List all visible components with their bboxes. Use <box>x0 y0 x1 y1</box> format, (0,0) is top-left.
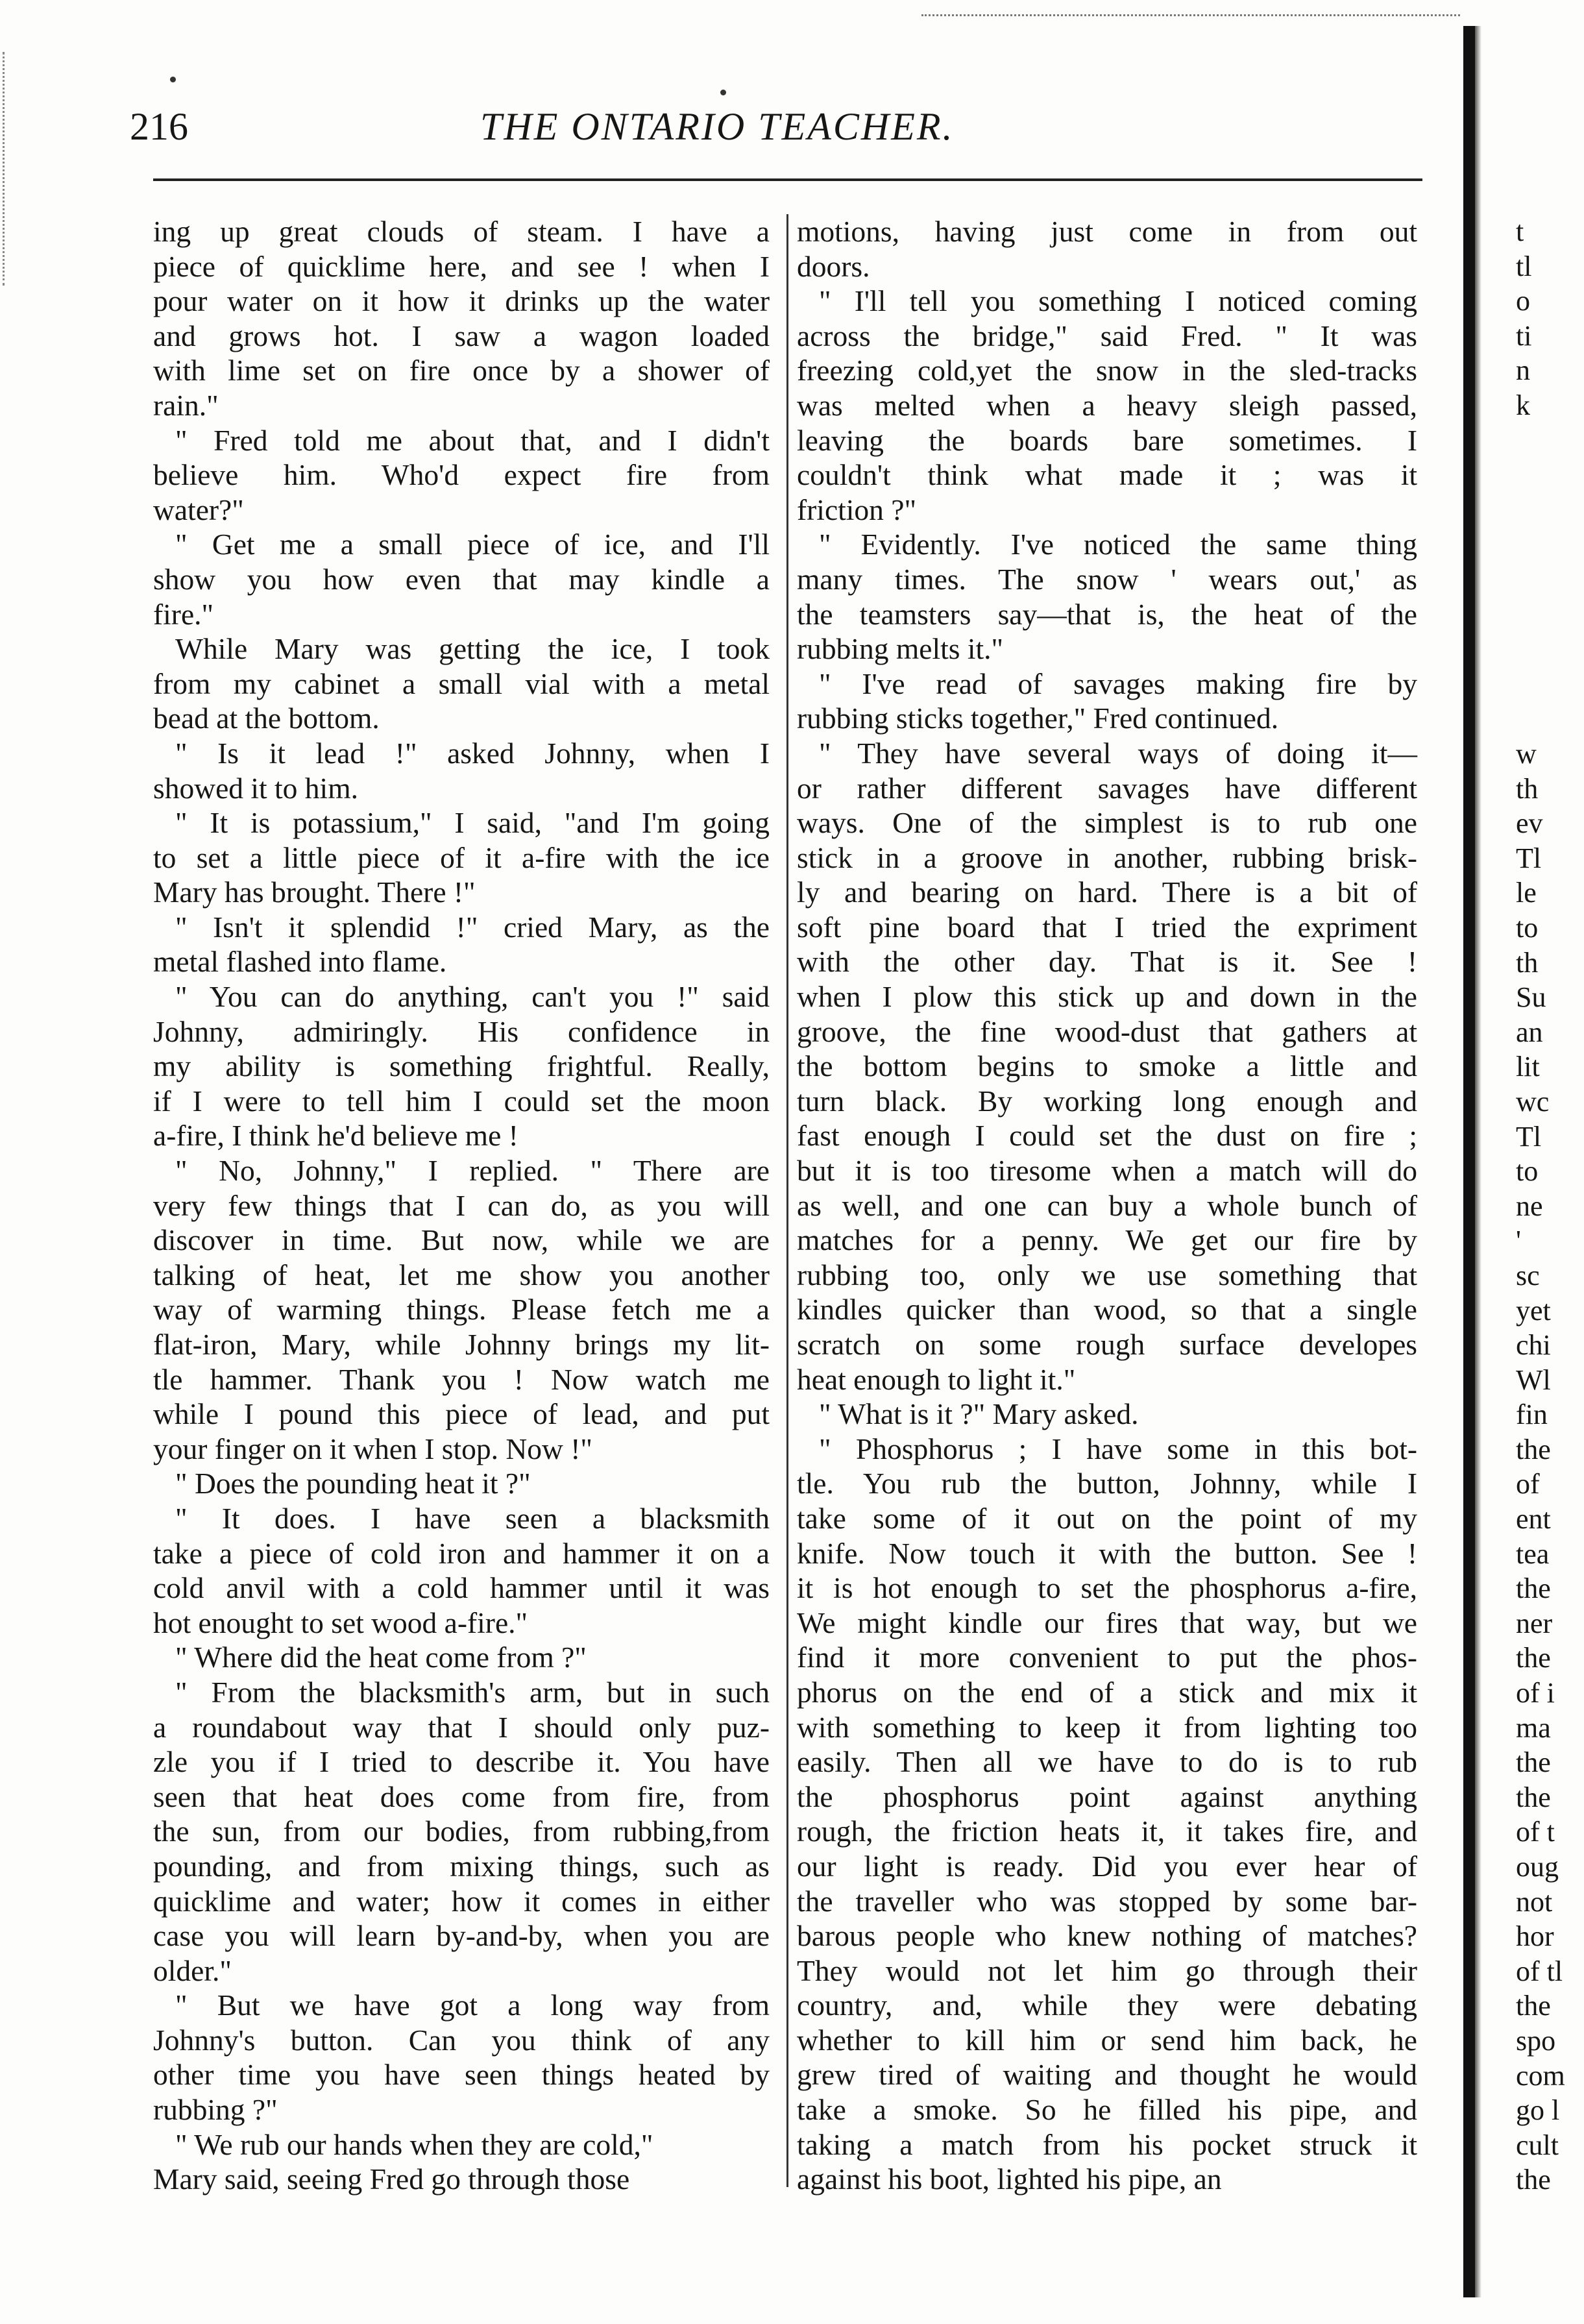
text-line: take some of it out on the point of my <box>797 1501 1417 1535</box>
text-line: or rather different savages have different <box>797 771 1417 805</box>
text-line: ent <box>1516 1503 1551 1535</box>
text-line: way of warming things. Please fetch me a <box>153 1293 770 1327</box>
middle-text-column <box>797 214 1417 2197</box>
text-line: ma <box>1516 1711 1551 1744</box>
text-line: but it is too tiresome when a match will do <box>797 1154 1417 1188</box>
text-line: when I plow this stick up and down in the <box>797 980 1417 1014</box>
text-line: n <box>1516 354 1530 387</box>
text-line: your finger on it when I stop. Now !" <box>153 1432 592 1465</box>
text-line: other time you have seen things heated by <box>153 2058 770 2092</box>
text-line: Mary said, seeing Fred go through those <box>153 2162 630 2196</box>
text-line: groove, the fine wood-dust that gathers at <box>797 1014 1417 1048</box>
text-line: sc <box>1516 1259 1540 1291</box>
text-line: our light is ready. Did you ever hear of <box>797 1849 1417 1883</box>
text-line: " We rub our hands when they are cold," <box>175 2127 653 2161</box>
text-line: was melted when a heavy sleigh passed, <box>797 388 1417 422</box>
text-line: with the other day. That is it. See ! <box>797 945 1417 979</box>
text-line: pounding, and from mixing things, such as <box>153 1849 770 1883</box>
text-line: ne <box>1516 1190 1543 1222</box>
text-line: flat-iron, Mary, while Johnny brings my lit- <box>153 1328 770 1361</box>
text-line: scratch on some rough surface developes <box>797 1328 1417 1361</box>
text-line: Johnny, admiringly. His confidence in <box>153 1014 770 1048</box>
text-line: to <box>1516 1155 1539 1188</box>
text-line: " It is potassium," I said, "and I'm going <box>175 806 770 840</box>
text-line: com <box>1516 2059 1565 2092</box>
text-line: phorus on the end of a stick and mix it <box>797 1675 1417 1709</box>
text-line: ev <box>1516 807 1543 840</box>
text-line: wc <box>1516 1085 1550 1118</box>
text-line: soft pine board that I tried the expriment <box>797 910 1417 944</box>
text-line: the bottom begins to smoke a little and <box>797 1049 1417 1083</box>
left-page-edge <box>3 52 6 286</box>
text-line: as well, and one can buy a whole bunch of <box>797 1188 1417 1222</box>
text-line: rubbing sticks together," Fred continued. <box>797 702 1279 735</box>
column-divider <box>786 214 788 2187</box>
text-line: " From the blacksmith's arm, but in such <box>175 1675 770 1709</box>
binding-shadow <box>1475 26 1481 2297</box>
text-line: country, and, while they were debating <box>797 1988 1417 2022</box>
text-line: " Does the pounding heat it ?" <box>175 1467 531 1500</box>
text-line: ly and bearing on hard. There is a bit of <box>797 875 1417 909</box>
text-line: pour water on it how it drinks up the water <box>153 284 770 318</box>
text-line: older." <box>153 1953 232 1987</box>
text-line: motions, having just come in from out <box>797 215 1417 248</box>
left-text-column <box>153 214 770 2197</box>
text-line: rubbing ?" <box>153 2093 278 2127</box>
text-line: rough, the friction heats it, it takes fire, and <box>797 1815 1417 1848</box>
text-line: cult <box>1516 2129 1559 2161</box>
text-line: the <box>1516 1746 1551 1779</box>
text-line: the <box>1516 1990 1551 2022</box>
print-speck <box>720 90 726 95</box>
text-line: believe him. Who'd expect fire from <box>153 458 770 492</box>
text-line: Mary has brought. There !" <box>153 875 476 909</box>
text-line: the <box>1516 1572 1551 1605</box>
text-line: chi <box>1516 1329 1551 1362</box>
text-line: a-fire, I think he'd believe me ! <box>153 1119 518 1153</box>
text-line: ti <box>1516 319 1532 352</box>
text-line: oug <box>1516 1851 1559 1883</box>
text-line: They would not let him go through their <box>797 1953 1417 1987</box>
text-line: seen that heat does come from fire, from <box>153 1780 770 1813</box>
text-line: " I've read of savages making fire by <box>819 667 1417 700</box>
text-line: " They have several ways of doing it— <box>819 736 1417 770</box>
text-line: Su <box>1516 981 1546 1014</box>
text-line: rubbing melts it." <box>797 632 1004 666</box>
text-line: k <box>1516 389 1530 421</box>
text-line: Johnny's button. Can you think of any <box>153 2023 770 2057</box>
text-line: the <box>1516 1781 1551 1813</box>
text-line: the <box>1516 1433 1551 1465</box>
page-number: 216 <box>130 105 188 148</box>
text-line: barous people who knew nothing of matches? <box>797 1919 1417 1953</box>
text-line: ing up great clouds of steam. I have a <box>153 215 770 248</box>
text-line: w <box>1516 738 1537 770</box>
text-line: " What is it ?" Mary asked. <box>819 1397 1139 1431</box>
text-line: matches for a penny. We get our fire by <box>797 1223 1417 1257</box>
text-line: friction ?" <box>797 493 917 526</box>
text-line: " No, Johnny," I replied. " There are <box>175 1154 770 1188</box>
text-line: the phosphorus point against anything <box>797 1780 1417 1813</box>
print-speck <box>170 77 176 82</box>
text-line: t <box>1516 215 1524 247</box>
text-line: We might kindle our fires that way, but we <box>797 1606 1417 1639</box>
text-line: an <box>1516 1016 1543 1048</box>
text-line: of tl <box>1516 1955 1563 1987</box>
text-line: find it more convenient to put the phos- <box>797 1641 1417 1674</box>
text-line: grew tired of waiting and thought he would <box>797 2058 1417 2092</box>
text-line: " But we have got a long way from <box>175 1988 770 2022</box>
text-line: whether to kill him or send him back, he <box>797 2023 1417 2057</box>
text-line: a roundabout way that I should only puz- <box>153 1710 770 1744</box>
text-line: " Phosphorus ; I have some in this bot- <box>819 1432 1417 1465</box>
text-line: fin <box>1516 1399 1548 1431</box>
text-line: th <box>1516 772 1539 805</box>
text-line: le <box>1516 877 1537 909</box>
text-line: showed it to him. <box>153 771 358 805</box>
header-rule <box>153 178 1422 181</box>
text-line: kindles quicker than wood, so that a single <box>797 1293 1417 1327</box>
text-line: taking a match from his pocket struck it <box>797 2127 1417 2161</box>
text-line: the traveller who was stopped by some bar- <box>797 1884 1417 1918</box>
text-line: and grows hot. I saw a wagon loaded <box>153 319 770 352</box>
text-line: heat enough to light it." <box>797 1362 1076 1396</box>
facing-page-fragment-bottom <box>1516 737 1574 2197</box>
text-line: " I'll tell you something I noticed coming <box>819 284 1417 318</box>
text-line: from my cabinet a small vial with a metal <box>153 667 770 700</box>
text-line: " It does. I have seen a blacksmith <box>175 1501 770 1535</box>
text-line: Wl <box>1516 1364 1551 1396</box>
text-line: leaving the boards bare sometimes. I <box>797 423 1417 457</box>
text-line: " Is it lead !" asked Johnny, when I <box>175 736 770 770</box>
text-line: take a smoke. So he filled his pipe, and <box>797 2093 1417 2127</box>
text-line: against his boot, lighted his pipe, an <box>797 2162 1222 2196</box>
text-line: " Isn't it splendid !" cried Mary, as the <box>175 910 770 944</box>
text-line: fast enough I could set the dust on fire ; <box>797 1119 1417 1153</box>
text-line: rubbing too, only we use something that <box>797 1258 1417 1291</box>
text-line: yet <box>1516 1294 1551 1327</box>
text-line: lit <box>1516 1051 1540 1083</box>
text-line: stick in a groove in another, rubbing brisk- <box>797 840 1417 874</box>
text-line: easily. Then all we have to do is to rub <box>797 1745 1417 1779</box>
text-line: Tl <box>1516 842 1542 874</box>
text-line: many times. The snow ' wears out,' as <box>797 562 1417 596</box>
text-line: if I were to tell him I could set the moon <box>153 1084 770 1118</box>
text-line: ' <box>1516 1225 1521 1257</box>
facing-page-fragment-top <box>1516 214 1574 423</box>
text-line: couldn't think what made it ; was it <box>797 458 1417 492</box>
text-line: fire." <box>153 597 214 631</box>
text-line: take a piece of cold iron and hammer it on a <box>153 1536 770 1570</box>
text-line: hor <box>1516 1920 1554 1953</box>
top-edge-marks <box>921 14 1460 19</box>
text-line: of i <box>1516 1677 1555 1709</box>
text-line: doors. <box>797 249 870 283</box>
text-line: hot enought to set wood a-fire." <box>153 1606 528 1639</box>
text-line: rain." <box>153 388 219 422</box>
text-line: tea <box>1516 1537 1550 1570</box>
text-line: th <box>1516 946 1539 979</box>
running-head: THE ONTARIO TEACHER. <box>480 105 955 148</box>
text-line: while I pound this piece of lead, and put <box>153 1397 770 1431</box>
text-line: Tl <box>1516 1120 1542 1153</box>
text-line: " Fred told me about that, and I didn't <box>175 423 770 457</box>
text-line: " You can do anything, can't you !" said <box>175 980 770 1014</box>
text-line: freezing cold,yet the snow in the sled-tracks <box>797 354 1417 387</box>
text-line: piece of quicklime here, and see ! when I <box>153 249 770 283</box>
text-line: the teamsters say—that is, the heat of the <box>797 597 1417 631</box>
text-line: show you how even that may kindle a <box>153 562 770 596</box>
text-line: to <box>1516 911 1539 944</box>
text-line: the <box>1516 2164 1551 2196</box>
text-line: metal flashed into flame. <box>153 945 447 979</box>
text-line: turn black. By working long enough and <box>797 1084 1417 1118</box>
text-line: talking of heat, let me show you another <box>153 1258 770 1291</box>
text-line: with something to keep it from lighting too <box>797 1710 1417 1744</box>
text-line: " Get me a small piece of ice, and I'll <box>175 528 770 561</box>
text-line: quicklime and water; how it comes in either <box>153 1884 770 1918</box>
text-line: go l <box>1516 2094 1560 2127</box>
text-line: my ability is something frightful. Really, <box>153 1049 770 1083</box>
text-line: with lime set on fire once by a shower of <box>153 354 770 387</box>
text-line: spo <box>1516 2024 1556 2057</box>
text-line: While Mary was getting the ice, I took <box>175 632 770 666</box>
text-line: ner <box>1516 1607 1553 1639</box>
text-line: to set a little piece of it a-fire with the ice <box>153 840 770 874</box>
text-line: of <box>1516 1468 1540 1500</box>
text-line: water?" <box>153 493 244 526</box>
text-line: tle. You rub the button, Johnny, while I <box>797 1467 1417 1500</box>
text-line: across the bridge," said Fred. " It was <box>797 319 1417 352</box>
text-line: cold anvil with a cold hammer until it was <box>153 1571 770 1605</box>
text-line: the <box>1516 1642 1551 1674</box>
text-line: case you will learn by-and-by, when you are <box>153 1919 770 1953</box>
text-line: it is hot enough to set the phosphorus a-fire, <box>797 1571 1417 1605</box>
binding-gutter <box>1463 26 1475 2297</box>
text-line: the sun, from our bodies, from rubbing,from <box>153 1815 770 1848</box>
text-line: tle hammer. Thank you ! Now watch me <box>153 1362 770 1396</box>
text-line: zle you if I tried to describe it. You have <box>153 1745 770 1779</box>
text-line: of t <box>1516 1816 1555 1848</box>
text-line: tl <box>1516 250 1532 282</box>
text-line: not <box>1516 1885 1553 1918</box>
text-line: bead at the bottom. <box>153 702 380 735</box>
text-line: knife. Now touch it with the button. See ! <box>797 1536 1417 1570</box>
text-line: o <box>1516 285 1530 317</box>
text-line: discover in time. But now, while we are <box>153 1223 770 1257</box>
text-line: very few things that I can do, as you will <box>153 1188 770 1222</box>
text-line: ways. One of the simplest is to rub one <box>797 806 1417 840</box>
text-line: " Where did the heat come from ?" <box>175 1641 587 1674</box>
text-line: " Evidently. I've noticed the same thing <box>819 528 1417 561</box>
